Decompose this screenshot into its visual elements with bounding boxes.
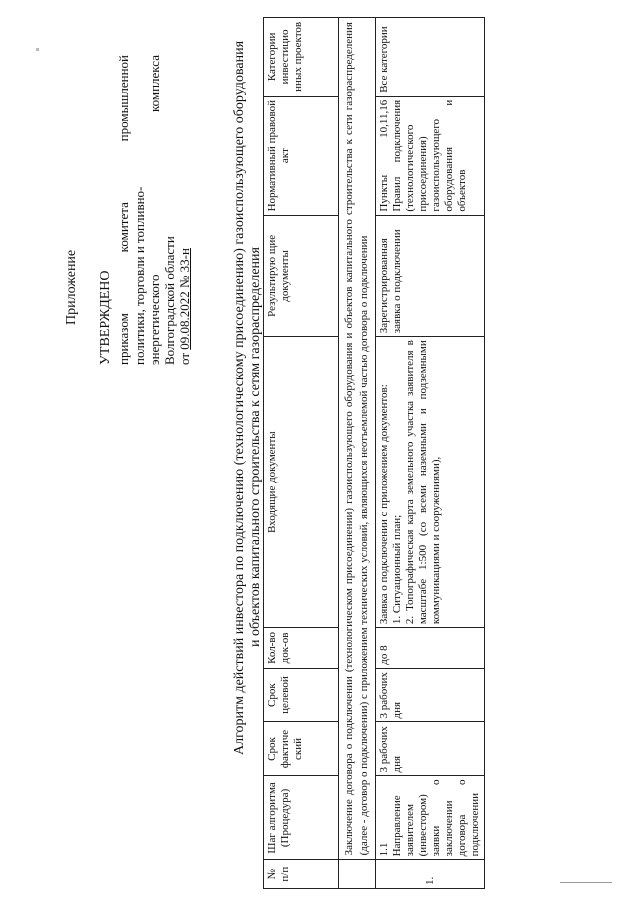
incoming-line: 2. Топографическая карта земельного участка заявителя в масштабе 1:500 (со всеми наземными и подземными коммуникациями и сооружениями), bbox=[404, 340, 442, 625]
approved-heading: УТВЕРЖДЕНО bbox=[98, 270, 113, 365]
row-normative: Пункты 10,11,16 Правил подключения (технологического присоединения) газоиспользующего оборудования и объектов bbox=[376, 96, 485, 215]
header-normative: Нормативный правовой акт bbox=[264, 96, 339, 215]
order-date-number: 09.08.2022 № 33-н bbox=[177, 248, 192, 350]
row-term-target: 3 рабочих дня bbox=[376, 668, 485, 722]
section-text: Заключение договора о подключении (технологическом присоединении) газоиспользующего оборудования и объектов капитального строительства к сети газораспределения (далее - договор о подключении) с приложением технических условий, являющихся неотъемлемой частью договора о подключении bbox=[339, 18, 376, 860]
appendix-label: Приложение bbox=[64, 249, 79, 325]
section-num-cell bbox=[339, 860, 376, 889]
header-categories: Категории инвестицио нных проектов bbox=[264, 18, 339, 97]
approval-word: энергетического bbox=[147, 274, 162, 365]
row-doc-count: до 8 bbox=[376, 628, 485, 669]
header-step: Шаг алгоритма (Процедура) bbox=[264, 776, 339, 860]
header-term-actual: Срок фактиче ский bbox=[264, 722, 339, 776]
approval-line-2: политики, торговли и топливно- bbox=[132, 186, 147, 365]
approval-line-4: Волгоградской области bbox=[162, 236, 177, 365]
approval-line-1 bbox=[116, 55, 131, 365]
approval-word: приказом bbox=[116, 313, 131, 365]
table-row bbox=[376, 18, 485, 889]
incoming-line: 1. Ситуационный план; bbox=[391, 514, 403, 625]
row-num: 1. bbox=[376, 860, 485, 889]
document-title-cont: и объектов капитального строительства к сетям газораспределения bbox=[248, 247, 263, 647]
header-num: № п/п bbox=[264, 860, 339, 889]
header-doc-count: Кол-во док-ов bbox=[264, 628, 339, 669]
row-term-actual: 3 рабочих дня bbox=[376, 722, 485, 776]
approval-word: комитета bbox=[116, 202, 131, 253]
incoming-line: Заявка о подключении с приложением документов: bbox=[378, 384, 390, 625]
row-result: Зарегистрированная заявка о подключении bbox=[376, 215, 485, 337]
approval-line-5 bbox=[177, 248, 192, 365]
header-result: Результирую щие документы bbox=[264, 215, 339, 337]
header-incoming: Входящие документы bbox=[264, 337, 339, 628]
section-row bbox=[339, 18, 376, 889]
document-title: Алгоритм действий инвестора по подключению (технологическому присоединению) газоиспользующего оборудования bbox=[232, 40, 247, 755]
approval-word: промышленной bbox=[116, 55, 131, 142]
algorithm-table bbox=[263, 17, 485, 889]
row-step bbox=[376, 776, 485, 860]
date-prefix: от bbox=[177, 352, 192, 365]
row-categories: Все категории bbox=[376, 18, 485, 97]
row-incoming bbox=[376, 337, 485, 628]
step-code: 1.1 bbox=[378, 842, 390, 857]
approval-word: комплекса bbox=[147, 55, 162, 113]
header-term-target: Срок целевой bbox=[264, 668, 339, 722]
approval-line-3 bbox=[147, 55, 162, 365]
table-header-row bbox=[264, 18, 339, 889]
step-text: Направление заявителем (инвестором) заявки о заключении договора о подключении bbox=[391, 779, 481, 857]
